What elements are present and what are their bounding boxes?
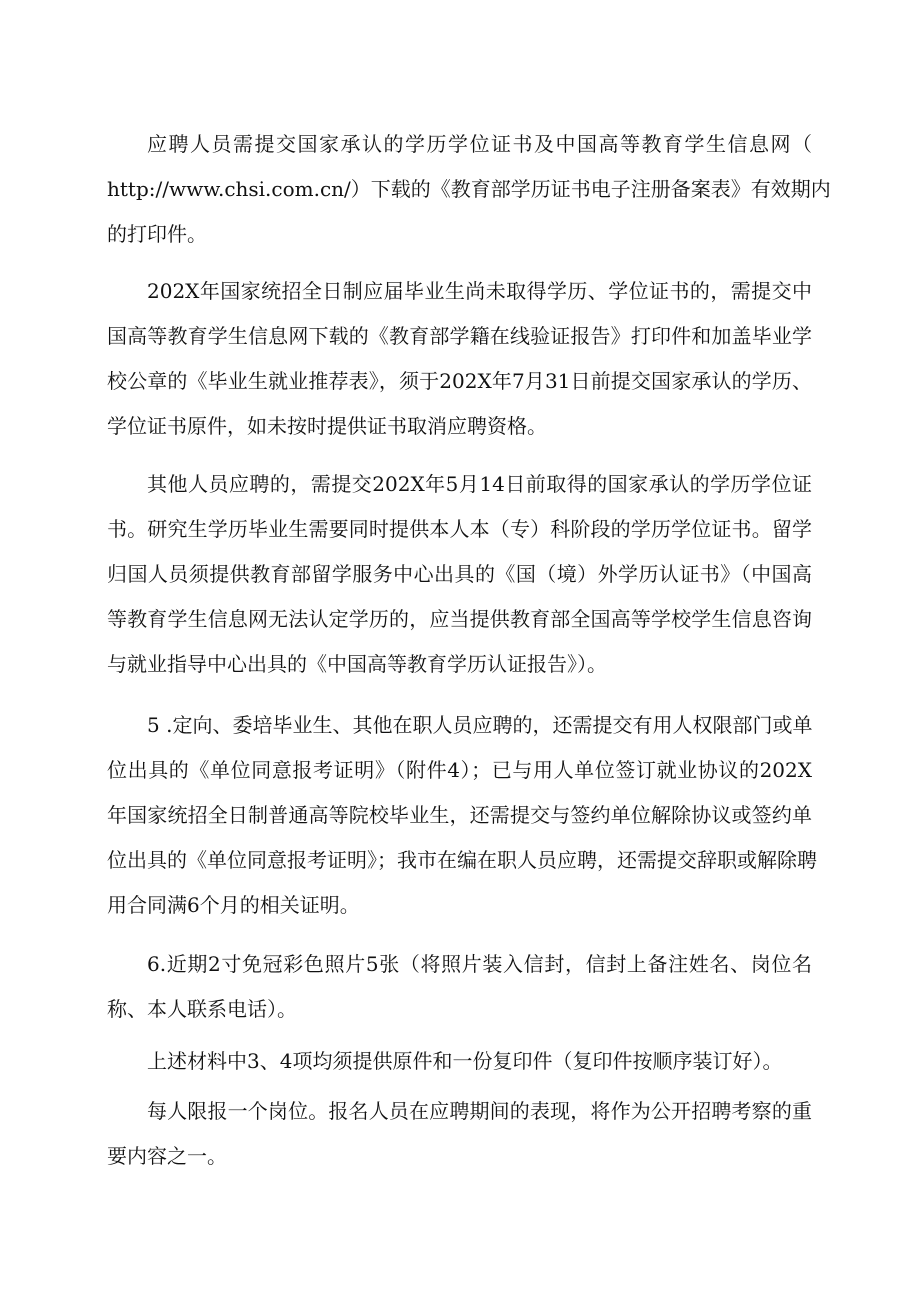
paragraph-diploma-requirement xyxy=(107,122,831,257)
text-line: 6.近期2寸免冠彩色照片5张（将照片装入信封，信封上备注姓名、岗位名 xyxy=(147,952,812,976)
text-line: 5 .定向、委培毕业生、其他在职人员应聘的，还需提交有用人权限部门或单 xyxy=(147,713,813,737)
text-line: 其他人员应聘的，需提交202X年5月14日前取得的国家承认的学历学位证 xyxy=(147,472,812,496)
paragraph-one-position-rule xyxy=(107,1089,812,1179)
text-line: 等教育学生信息网无法认定学历的，应当提供教育部全国高等学校学生信息咨询 xyxy=(107,607,812,631)
text-line: 用合同满6个月的相关证明。 xyxy=(107,893,360,917)
text-line: 书。研究生学历毕业生需要同时提供本人本（专）科阶段的学历学位证书。留学 xyxy=(107,517,812,541)
text-line: 每人限报一个岗位。报名人员在应聘期间的表现，将作为公开招聘考察的重 xyxy=(147,1099,812,1123)
text-line: 与就业指导中心出具的《中国高等教育学历认证报告》）。 xyxy=(107,652,607,676)
text-line: 要内容之一。 xyxy=(107,1144,227,1168)
text-line: http://www.chsi.com.cn/）下载的《教育部学历证书电子注册备案表》有效期内 xyxy=(107,177,831,201)
paragraph-graduates-without-certificate xyxy=(107,269,812,449)
paragraph-other-applicants xyxy=(107,462,812,687)
text-line: 202X年国家统招全日制应届毕业生尚未取得学历、学位证书的，需提交中 xyxy=(147,279,812,303)
text-line: 称、本人联系电话）。 xyxy=(107,997,297,1021)
text-line: 位出具的《单位同意报考证明》（附件4）；已与用人单位签订就业协议的202X xyxy=(107,758,812,782)
text-line: 年国家统招全日制普通高等院校毕业生，还需提交与签约单位解除协议或签约单 xyxy=(107,803,812,827)
text-line: 学位证书原件，如未按时提供证书取消应聘资格。 xyxy=(107,414,547,438)
text-line: 上述材料中3、4项均须提供原件和一份复印件（复印件按顺序装订好）。 xyxy=(147,1049,783,1073)
paragraph-item-6 xyxy=(107,942,812,1032)
paragraph-copies-note xyxy=(107,1039,812,1084)
paragraph-item-5 xyxy=(107,703,817,928)
text-line: 校公章的《毕业生就业推荐表》，须于202X年7月31日前提交国家承认的学历、 xyxy=(107,369,812,393)
text-line: 位出具的《单位同意报考证明》；我市在编在职人员应聘，还需提交辞职或解除聘 xyxy=(107,848,817,872)
text-line: 国高等教育学生信息网下载的《教育部学籍在线验证报告》打印件和加盖毕业学 xyxy=(107,324,812,348)
text-line: 的打印件。 xyxy=(107,222,207,246)
text-line: 归国人员须提供教育部留学服务中心出具的《国（境）外学历认证书》（中国高 xyxy=(107,562,812,586)
text-line: 应聘人员需提交国家承认的学历学位证书及中国高等教育学生信息网（ xyxy=(147,132,812,156)
